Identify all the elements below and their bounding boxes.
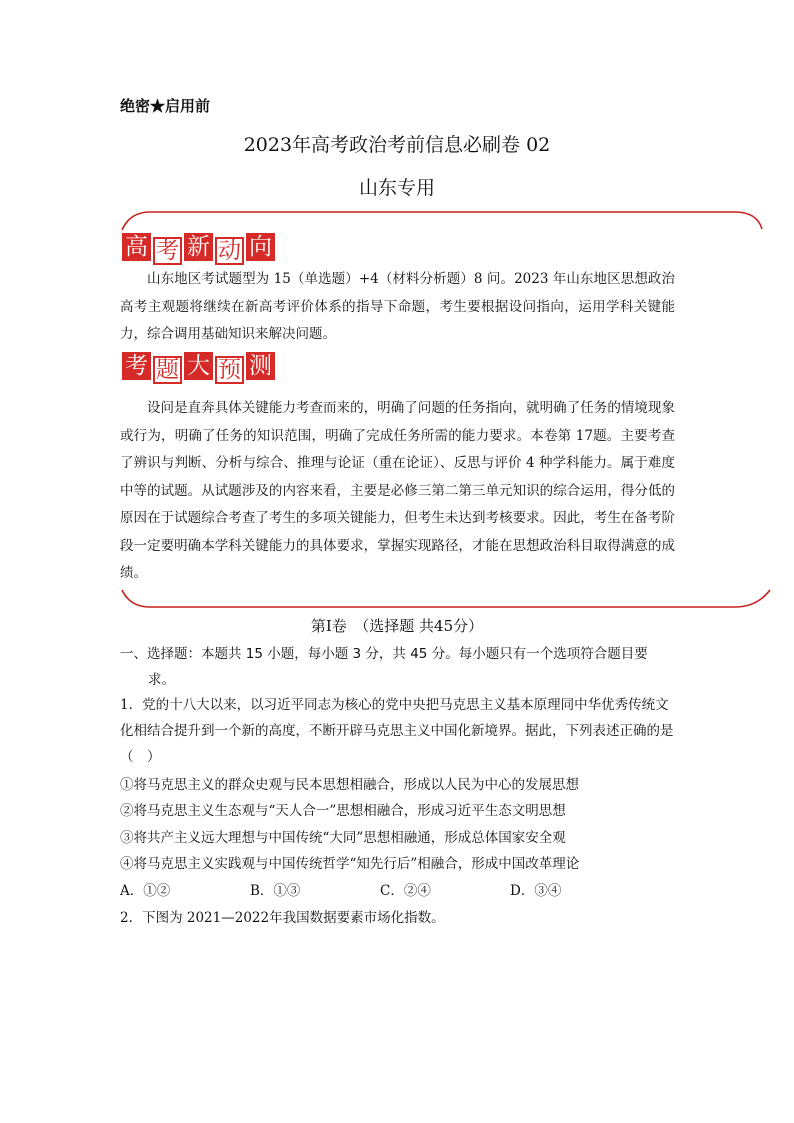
banner-char: 测	[246, 352, 275, 380]
banner-char: 考	[122, 352, 151, 380]
instructions-line1: 一、选择题：本题共 15 小题，每小题 3 分，共 45 分。每小题只有一个选项符合题目要	[120, 646, 648, 662]
banner-char: 预	[215, 356, 244, 384]
question-1-option: ②将马克思主义生态观与“天人合一”思想相融合，形成习近平生态文明思想	[120, 803, 566, 819]
confidential-label: 绝密★启用前	[120, 97, 211, 115]
section-title: 第Ⅰ卷 （选择题 共45分）	[310, 617, 484, 635]
banner-char: 考	[153, 237, 182, 265]
question-1-option: ①将马克思主义的群众史观与民本思想相融合，形成以人民为中心的发展思想	[120, 777, 579, 793]
question-1-option: ③将共产主义远大理想与中国传统“大同”思想相融通，形成总体国家安全观	[120, 830, 566, 846]
banner-exam-forecast	[122, 352, 275, 383]
question-1-stem: 1．党的十八大以来，以习近平同志为核心的党中央把马克思主义基本原理同中华优秀传统文化相结合提升到一个新的高度，不断开辟马克思主义中国化新境界。据此，下列表述正确的是（ ）	[120, 697, 674, 765]
choice-a[interactable]: A．①②	[120, 883, 171, 899]
question-1-choices	[120, 879, 640, 899]
banner-char: 向	[246, 233, 275, 261]
choice-b[interactable]: B．①③	[250, 883, 301, 899]
question-2-stem: 2．下图为 2021—2022年我国数据要素市场化指数。	[120, 910, 445, 926]
forecast-paragraph: 设问是直奔具体关键能力考查而来的，明确了问题的任务指向，就明确了任务的情境现象或行为，明确了任务的知识范围，明确了完成任务所需的能力要求。本卷第 17题。主要考查了辨识与判断、分析与综合、推理与论证（重在论证）、反思与评价 4 种学科能力。属于难度中等的试题。从试题涉及的内容来看，主要是必修三第二第三单元知识的综合运用，得分低的原因在于试题综合考查了考生的多项关键能力，但考生未达到考核要求。因此，考生在备考阶段一定要明确本学科关键能力的具体要求，掌握实现路径，才能在思想政治科目取得满意的成绩。	[120, 400, 675, 581]
banner-char: 动	[215, 237, 244, 265]
banner-gaokao-trends	[122, 233, 275, 264]
paper-title: 2023年高考政治考前信息必刷卷 02	[243, 134, 551, 156]
choice-d[interactable]: D．③④	[510, 883, 562, 899]
choice-c[interactable]: C．②④	[380, 883, 431, 899]
instructions-line2: 求。	[148, 672, 175, 688]
trends-paragraph: 山东地区考试题型为 15（单选题）+4（材料分析题）8 问。2023 年山东地区思想政治高考主观题将继续在新高考评价体系的指导下命题，考生要根据设问指向，运用学科关键能力，综合调用基础知识来解决问题。	[120, 271, 675, 342]
section-instructions	[120, 641, 680, 693]
banner-char: 大	[184, 352, 213, 380]
banner-char: 题	[153, 356, 182, 384]
question-1-option: ④将马克思主义实践观与中国传统哲学“知先行后”相融合，形成中国改革理论	[120, 856, 580, 872]
paper-subtitle: 山东专用	[358, 177, 435, 199]
banner-char: 新	[184, 233, 213, 261]
banner-char: 高	[122, 233, 151, 261]
